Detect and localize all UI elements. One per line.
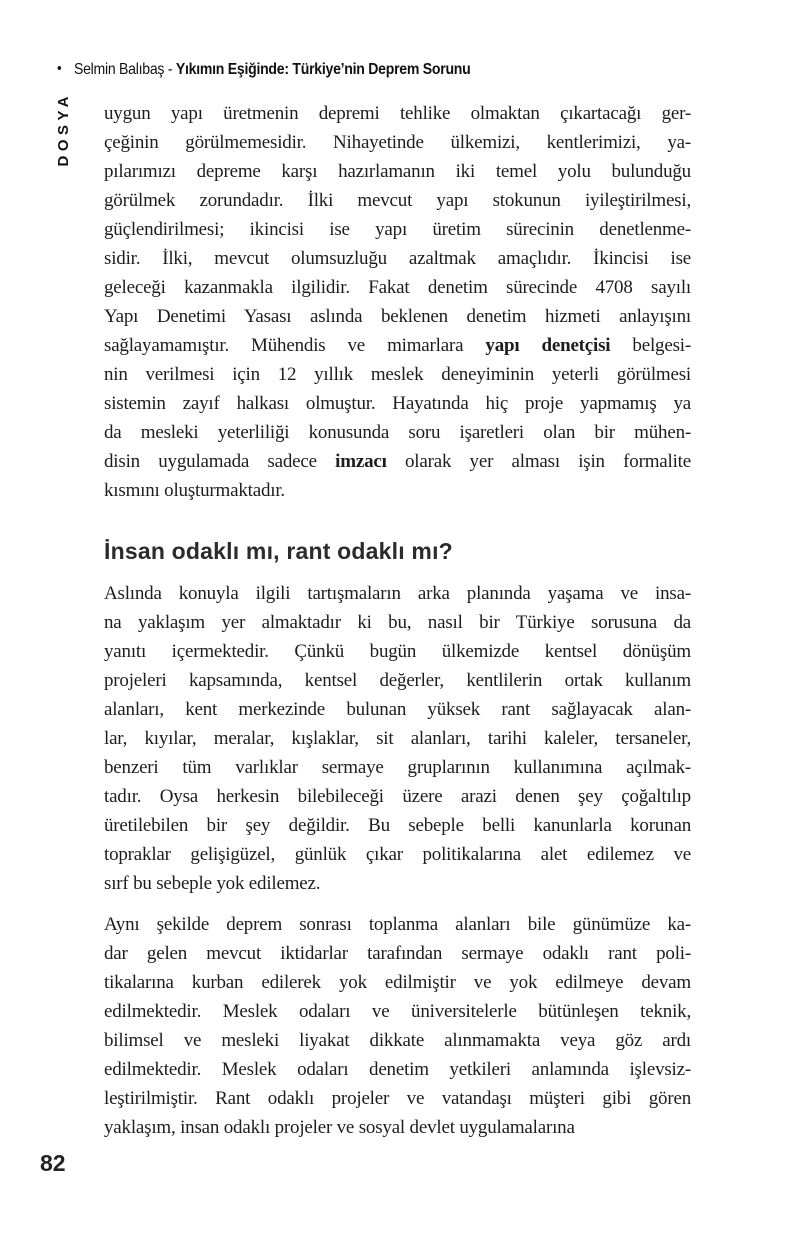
paragraph-3	[104, 910, 691, 1142]
text-segment: na yaklaşım yer almaktadır ki bu, nasıl bir Türkiye sorusuna da	[104, 612, 691, 633]
text-line	[104, 1084, 691, 1113]
bold-term: imzacı	[335, 451, 387, 472]
text-line	[104, 939, 691, 968]
text-segment: alanları, kent merkezinde bulunan yüksek rant sağlayacak alan-	[104, 699, 691, 720]
bullet-icon: •	[57, 60, 62, 77]
text-segment: sidir. İlki, mevcut olumsuzluğu azaltmak amaçlıdır. İkincisi ise	[104, 248, 691, 269]
text-line	[104, 447, 691, 476]
text-line	[104, 840, 691, 869]
text-line	[104, 360, 691, 389]
text-line	[104, 869, 691, 898]
section-heading: İnsan odaklı mı, rant odaklı mı?	[104, 538, 453, 564]
text-segment: belgesi-	[610, 335, 691, 356]
text-line	[104, 476, 691, 505]
paragraph-2	[104, 579, 691, 898]
text-segment: sağlayamamıştır. Mühendis ve mimarlara	[104, 335, 486, 356]
running-header	[57, 61, 470, 79]
text-line	[104, 637, 691, 666]
text-segment: da mesleki yeterliliği konusunda soru işaretleri olan bir mühen-	[104, 422, 691, 443]
text-line	[104, 782, 691, 811]
text-segment: edilmektedir. Meslek odaları ve üniversitelerle bütünleşen teknik,	[104, 1001, 691, 1022]
text-segment: görülmek zorundadır. İlki mevcut yapı stokunun iyileştirilmesi,	[104, 190, 691, 211]
text-segment: leştirilmiştir. Rant odaklı projeler ve vatandaşı müşteri gibi gören	[104, 1088, 691, 1109]
text-line	[104, 186, 691, 215]
header-title: Yıkımın Eşiğinde: Türkiye’nin Deprem Sorunu	[175, 61, 471, 78]
text-line	[104, 215, 691, 244]
text-segment: benzeri tüm varlıklar sermaye gruplarının kullanımına açılmak-	[104, 757, 691, 778]
text-line	[104, 244, 691, 273]
paragraph-1	[104, 99, 691, 505]
text-line	[104, 273, 691, 302]
text-line	[104, 910, 691, 939]
text-line	[104, 99, 691, 128]
text-line	[104, 157, 691, 186]
text-line	[104, 968, 691, 997]
text-segment: disin uygulamada sadece	[104, 451, 336, 472]
text-line	[104, 302, 691, 331]
text-segment: geleceği kazanmakla ilgilidir. Fakat denetim sürecinde 4708 sayılı	[104, 277, 691, 298]
page-edge-label: DOSYA	[55, 92, 72, 167]
text-segment: nin verilmesi için 12 yıllık meslek deneyiminin yeterli görülmesi	[104, 364, 691, 385]
text-line	[104, 1055, 691, 1084]
text-segment: olarak yer alması işin formalite	[386, 451, 691, 472]
text-segment: kısmını oluşturmaktadır.	[104, 480, 285, 501]
text-segment: çeğinin görülmemesidir. Nihayetinde ülkemizi, kentlerimizi, ya-	[104, 132, 691, 153]
text-segment: edilmektedir. Meslek odaları denetim yetkileri anlamında işlevsiz-	[104, 1059, 691, 1080]
text-line	[104, 579, 691, 608]
text-segment: yaklaşım, insan odaklı projeler ve sosyal devlet uygulamalarına	[104, 1117, 575, 1138]
text-line	[104, 753, 691, 782]
text-line	[104, 331, 691, 360]
text-line	[104, 1113, 691, 1142]
text-segment: bilimsel ve mesleki liyakat dikkate alınmamakta veya göz ardı	[104, 1030, 691, 1051]
text-line	[104, 811, 691, 840]
text-line	[104, 997, 691, 1026]
page-number: 82	[40, 1150, 66, 1176]
text-line	[104, 666, 691, 695]
text-line	[104, 389, 691, 418]
text-segment: güçlendirilmesi; ikincisi ise yapı üretim sürecinin denetlenme-	[104, 219, 691, 240]
text-column	[104, 99, 691, 1142]
text-segment: yanıtı içermektedir. Çünkü bugün ülkemizde kentsel dönüşüm	[104, 641, 691, 662]
text-segment: dar gelen mevcut iktidarlar tarafından sermaye odaklı rant poli-	[104, 943, 691, 964]
text-segment: lar, kıyılar, meralar, kışlaklar, sit alanları, tarihi kaleler, tersaneler,	[104, 728, 691, 749]
text-segment: sırf bu sebeple yok edilemez.	[104, 873, 321, 894]
text-segment: Aslında konuyla ilgili tartışmaların arka planında yaşama ve insa-	[104, 583, 691, 604]
text-line	[104, 128, 691, 157]
text-segment: pılarımızı depreme karşı hazırlamanın iki temel yolu bulunduğu	[104, 161, 691, 182]
text-segment: tadır. Oysa herkesin bilebileceği üzere arazi denen şey çoğaltılıp	[104, 786, 691, 807]
text-segment: üretilebilen bir şey değildir. Bu sebeple belli kanunlarla korunan	[104, 815, 691, 836]
text-line	[104, 724, 691, 753]
text-line	[104, 608, 691, 637]
text-segment: Yapı Denetimi Yasası aslında beklenen denetim hizmeti anlayışını	[104, 306, 691, 327]
text-segment: tikalarına kurban edilerek yok edilmiştir ve yok edilmeye devam	[104, 972, 691, 993]
text-segment: topraklar gelişigüzel, günlük çıkar politikalarına alet edilemez ve	[104, 844, 691, 865]
text-segment: projeleri kapsamında, kentsel değerler, kentlilerin ortak kullanım	[104, 670, 691, 691]
text-line	[104, 695, 691, 724]
text-line	[104, 1026, 691, 1055]
text-line	[104, 418, 691, 447]
header-author: Selmin Balıbaş -	[73, 61, 176, 78]
text-segment: Aynı şekilde deprem sonrası toplanma alanları bile günümüze ka-	[104, 914, 691, 935]
bold-term: yapı denetçisi	[485, 335, 611, 356]
text-segment: sistemin zayıf halkası olmuştur. Hayatında hiç proje yapmamış ya	[104, 393, 691, 414]
text-segment: uygun yapı üretmenin depremi tehlike olmaktan çıkartacağı ger-	[104, 103, 691, 124]
